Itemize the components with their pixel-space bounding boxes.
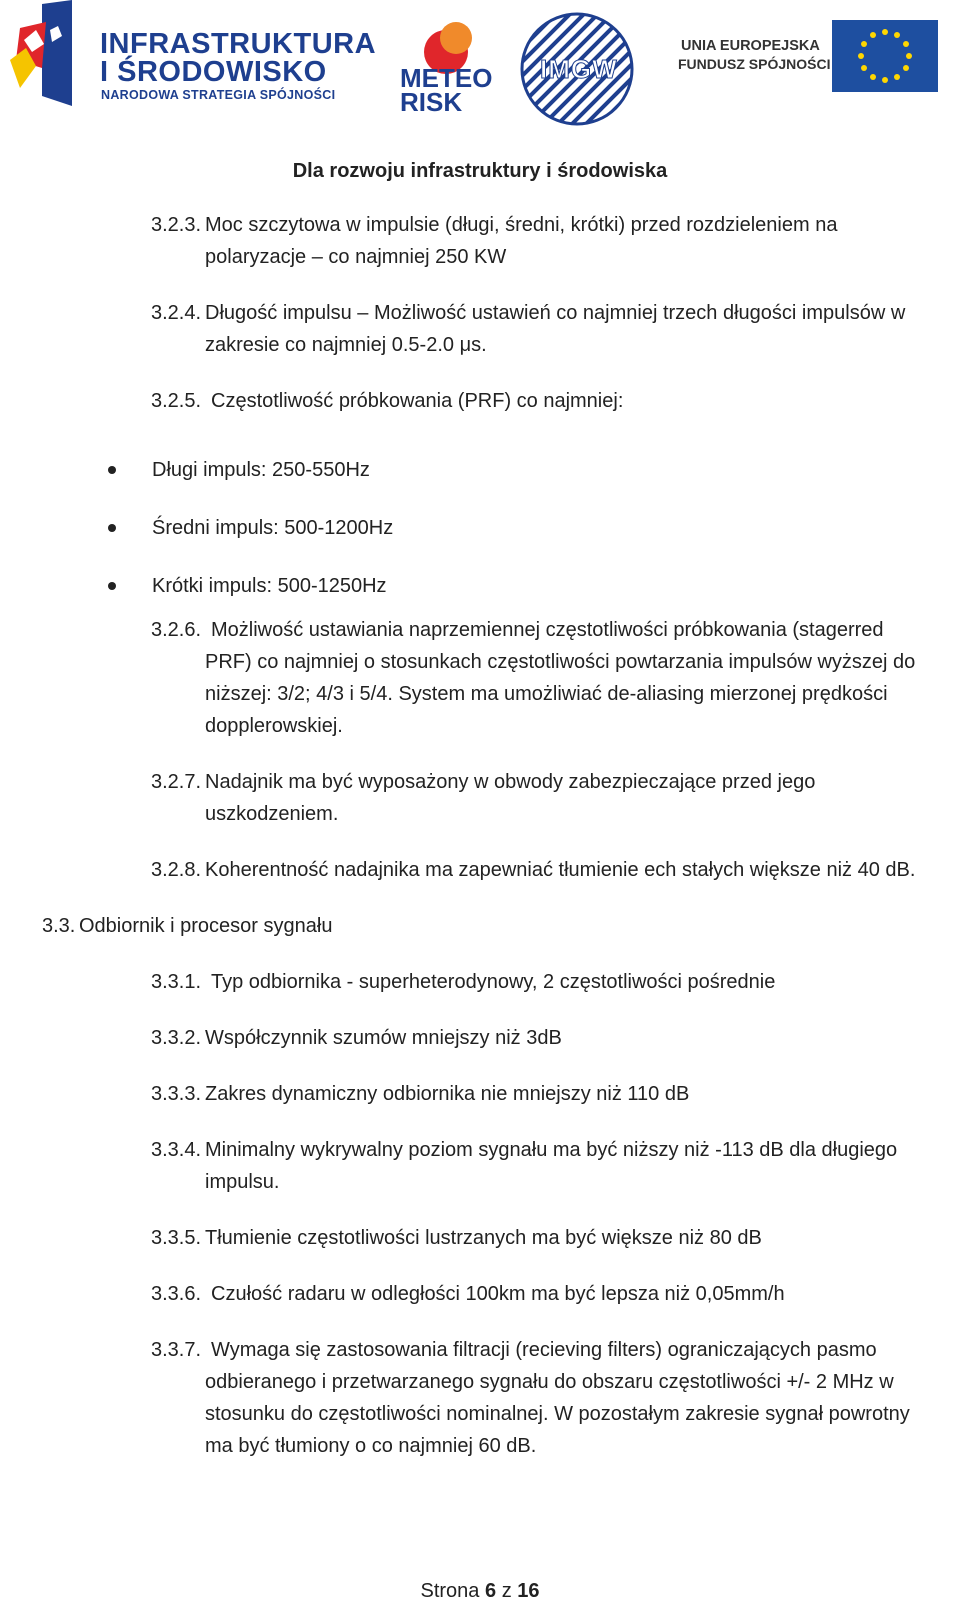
- eu-logo-line2: FUNDUSZ SPÓJNOŚCI: [678, 56, 831, 72]
- item-number: 3.3.2.: [151, 1027, 202, 1049]
- eu-logo-line1: UNIA EUROPEJSKA: [681, 38, 820, 54]
- item-text-line: Długość impulsu – Możliwość ustawień co najmniej trzech długości impulsów w: [205, 302, 906, 324]
- item-text-line: Koherentność nadajnika ma zapewniać tłumienie ech stałych większe niż 40 dB.: [205, 859, 916, 881]
- bullet-icon: [108, 582, 116, 590]
- item-text-line: niższej: 3/2; 4/3 i 5/4. System ma umożliwiać de-aliasing mierzonej prędkości: [205, 683, 888, 705]
- item-number: 3.2.4.: [151, 302, 202, 324]
- bullet-icon: [108, 524, 116, 532]
- item-text-line: Nadajnik ma być wyposażony w obwody zabezpieczające przed jego: [205, 771, 816, 793]
- eu-flag-icon: [832, 20, 938, 92]
- item-text-line: Moc szczytowa w impulsie (długi, średni, krótki) przed rozdzieleniem na: [205, 214, 838, 236]
- footer-total-pages: 16: [517, 1580, 540, 1602]
- item-number: 3.3.6.: [151, 1283, 202, 1305]
- bullet-text: Długi impuls: 250-550Hz: [152, 459, 370, 481]
- item-text-line: Czułość radaru w odległości 100km ma być lepsza niż 0,05mm/h: [211, 1283, 785, 1305]
- section-number: 3.3.: [42, 915, 76, 937]
- item-text-line: Możliwość ustawiania naprzemiennej częstotliwości próbkowania (stagerred: [211, 619, 884, 641]
- item-number: 3.3.4.: [151, 1139, 202, 1161]
- bullet-icon: [108, 466, 116, 474]
- item-text-line: impulsu.: [205, 1171, 280, 1193]
- item-text-line: Minimalny wykrywalny poziom sygnału ma być niższy niż -113 dB dla długiego: [205, 1139, 898, 1161]
- item-text-line: Typ odbiornika - superheterodynowy, 2 częstotliwości pośrednie: [211, 971, 776, 993]
- infrastruktura-logo-mark: [6, 0, 76, 112]
- footer-page-number: 6: [485, 1580, 497, 1602]
- section-title: Odbiornik i procesor sygnału: [79, 915, 333, 937]
- item-text-line: ma być tłumiony o co najmniej 60 dB.: [205, 1435, 537, 1457]
- item-text-line: Współczynnik szumów mniejszy niż 3dB: [205, 1027, 562, 1049]
- meteorisk-logo-line1: METEO: [400, 63, 493, 93]
- item-text-line: stosunku do częstotliwości nominalnej. W pozostałym zakresie sygnał powrotny: [205, 1403, 910, 1425]
- item-number: 3.3.5.: [151, 1227, 202, 1249]
- bullet-text: Krótki impuls: 500-1250Hz: [152, 575, 387, 597]
- item-text-line: odbieranego i przetwarzanego sygnału do obszaru częstotliwości +/- 2 MHz w: [205, 1371, 894, 1393]
- page-footer: [0, 1580, 960, 1603]
- item-number: 3.3.1.: [151, 971, 202, 993]
- footer-prefix: Strona: [420, 1580, 480, 1602]
- item-text-line: PRF) co najmniej o stosunkach częstotliwości powtarzania impulsów wyższej do: [205, 651, 916, 673]
- item-text-line: Częstotliwość próbkowania (PRF) co najmniej:: [211, 390, 624, 412]
- item-text-line: zakresie co najmniej 0.5-2.0 μs.: [205, 334, 487, 356]
- item-text-line: dopplerowskiej.: [205, 715, 343, 737]
- item-number: 3.2.5.: [151, 390, 202, 412]
- infrastruktura-logo-line3: NARODOWA STRATEGIA SPÓJNOŚCI: [101, 88, 336, 102]
- item-number: 3.2.3.: [151, 214, 202, 236]
- header-logos: [0, 0, 960, 130]
- item-text-line: uszkodzeniem.: [205, 803, 339, 825]
- item-text-line: polaryzacje – co najmniej 250 KW: [205, 246, 507, 268]
- infrastruktura-logo-line2: I ŚRODOWISKO: [100, 56, 327, 88]
- footer-of: z: [501, 1580, 512, 1602]
- infrastruktura-logo-line1: INFRASTRUKTURA: [100, 28, 377, 60]
- item-number: 3.3.3.: [151, 1083, 202, 1105]
- bullet-text: Średni impuls: 500-1200Hz: [152, 517, 394, 539]
- item-text-line: Tłumienie częstotliwości lustrzanych ma być większe niż 80 dB: [205, 1227, 762, 1249]
- meteorisk-logo-line2: RISK: [400, 87, 463, 117]
- imgw-logo-text: IMGW: [540, 54, 618, 84]
- item-number: 3.3.7.: [151, 1339, 202, 1361]
- item-number: 3.2.8.: [151, 859, 202, 881]
- header-tagline: Dla rozwoju infrastruktury i środowiska: [292, 160, 668, 182]
- item-text-line: Wymaga się zastosowania filtracji (recieving filters) ograniczających pasmo: [211, 1339, 877, 1361]
- item-number: 3.2.7.: [151, 771, 202, 793]
- item-text-line: Zakres dynamiczny odbiornika nie mniejszy niż 110 dB: [205, 1083, 690, 1105]
- item-number: 3.2.6.: [151, 619, 202, 641]
